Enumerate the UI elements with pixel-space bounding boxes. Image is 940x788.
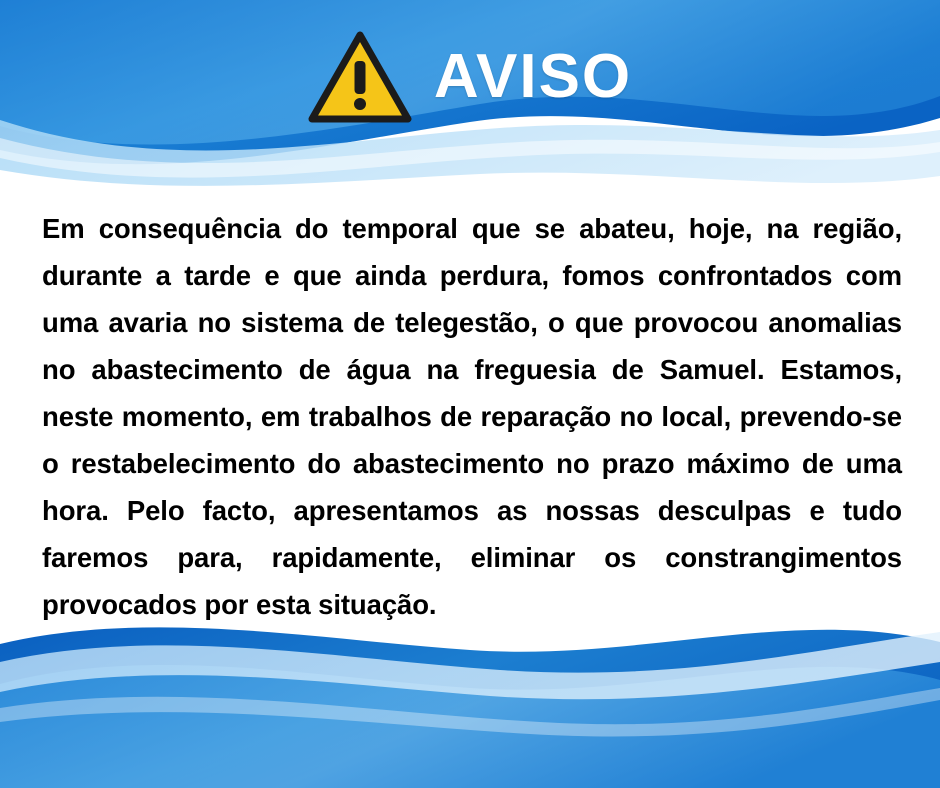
warning-triangle-icon <box>308 31 412 123</box>
page-title: AVISO <box>433 42 633 111</box>
notice-paragraph: Em consequência do temporal que se abateu, hoje, na região, durante a tarde e que ainda perdura, fomos confrontados com uma avaria no sistema de telegestão, o que provocou anomalias no abastecimento de água na freguesia de Samuel. Estamos, neste momento, em trabalhos de reparação no local, prevendo-se o restabelecimento do abastecimento no prazo máximo de uma hora. Pelo facto, apresentamos as nossas desculpas e tudo faremos para, rapidamente, eliminar os constrangimentos provocados por esta situação. <box>42 213 902 620</box>
poster-header <box>0 22 940 132</box>
notice-body <box>42 205 902 628</box>
